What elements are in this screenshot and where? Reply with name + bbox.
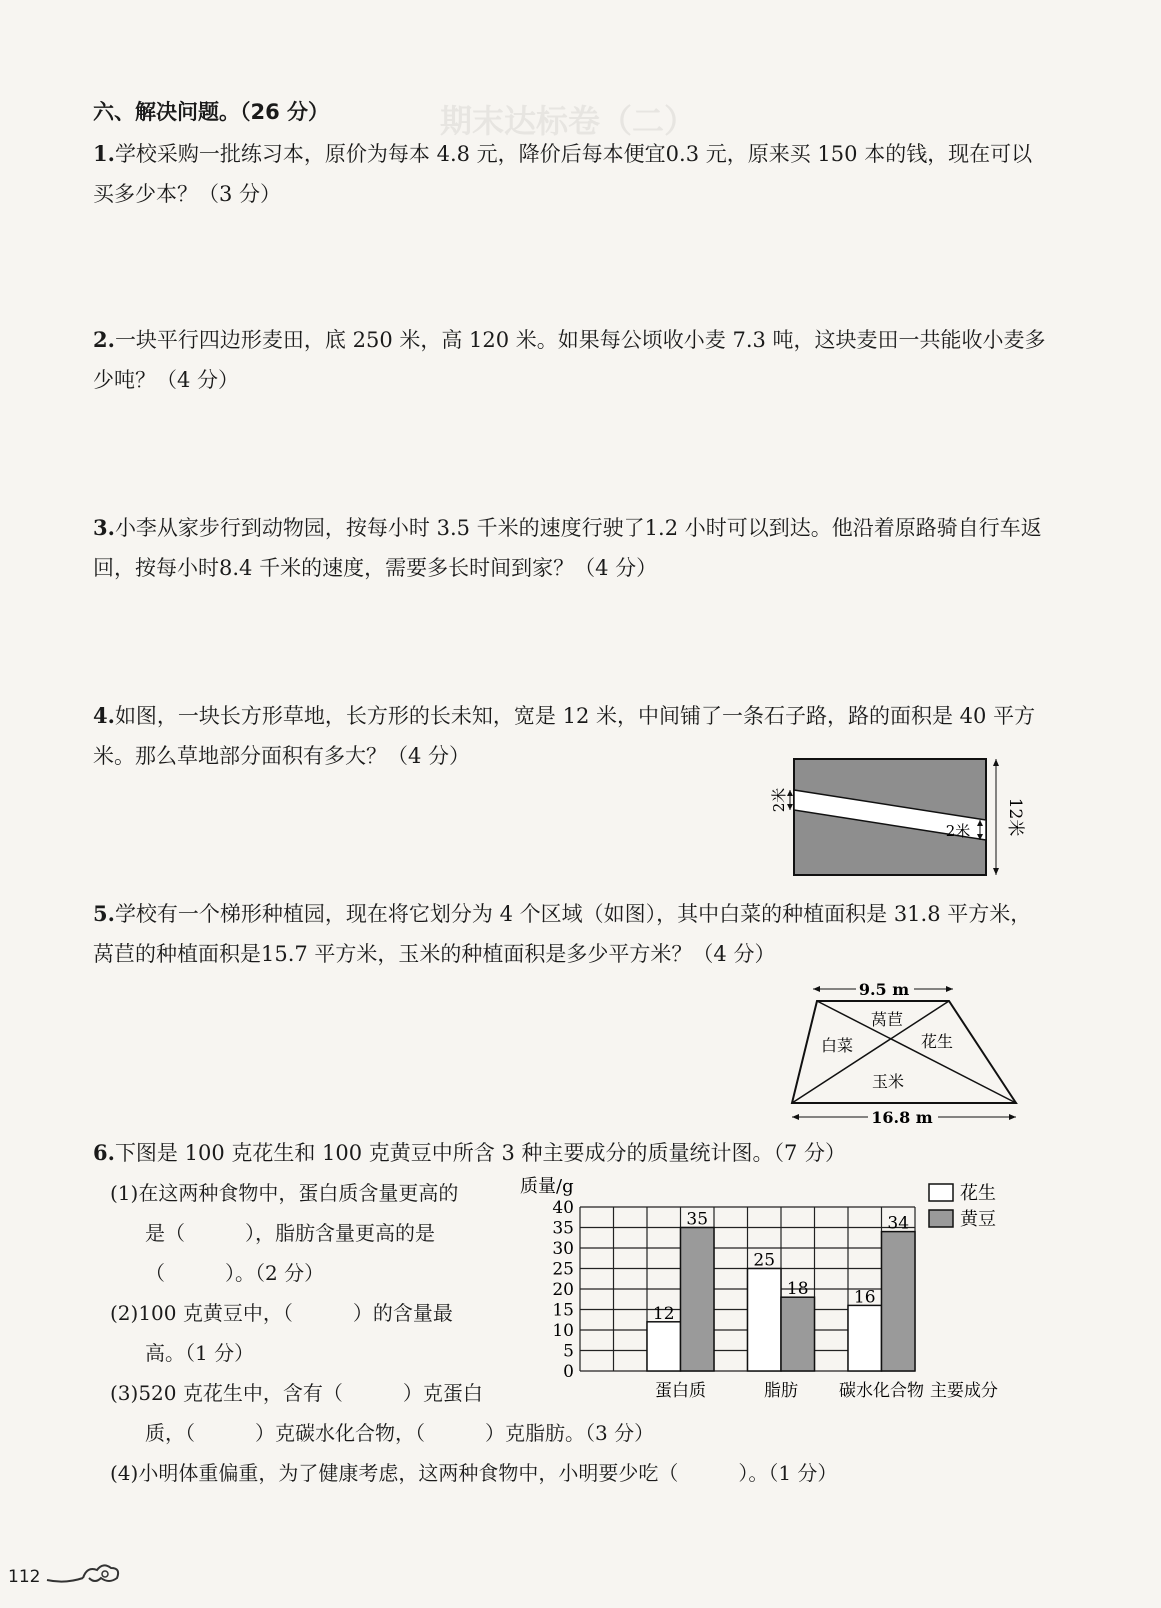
question-text: 小李从家步行到动物园，按每小时 3.5 千米的速度行驶了1.2 小时可以到达。他沿着原路骑自行车返回，按每小时8.4 千米的速度，需要多长时间到家？（4 分） [93, 516, 1042, 580]
bar-黄豆-脂肪 [781, 1297, 815, 1371]
y-tick-label: 0 [563, 1362, 574, 1382]
data-label: 35 [686, 1209, 709, 1230]
fig5-top-label: 9.5 m [858, 980, 910, 999]
question-number: 1. [93, 141, 115, 166]
question-3 [93, 508, 1048, 588]
data-label: 16 [853, 1287, 876, 1308]
chart-xlabel: 主要成分 [930, 1381, 998, 1401]
category-label: 蛋白质 [655, 1381, 706, 1401]
category-label: 脂肪 [764, 1381, 798, 1401]
q6-part2-line1: (2)100 克黄豆中，（ ）的含量最 [110, 1301, 453, 1325]
data-label: 18 [786, 1279, 809, 1300]
bar-花生-脂肪 [748, 1269, 782, 1372]
q6-part3-line1: (3)520 克花生中，含有（ ）克蛋白 [110, 1381, 483, 1405]
fig4-height-label: 12米 [1005, 797, 1025, 837]
legend-swatch [929, 1210, 953, 1227]
y-tick-label: 40 [552, 1198, 574, 1218]
figure-rectangle-path [770, 752, 1030, 884]
region-right: 花生 [920, 1032, 954, 1051]
category-label: 碳水化合物 [839, 1381, 924, 1401]
data-label: 34 [887, 1213, 910, 1234]
question-number: 6. [93, 1140, 115, 1165]
y-tick-label: 5 [563, 1341, 574, 1362]
y-tick-label: 10 [552, 1321, 574, 1341]
fig4-left-label: 2米 [770, 787, 788, 813]
y-tick-label: 15 [552, 1300, 574, 1321]
fig4-right-label: 2米 [945, 822, 971, 840]
y-tick-label: 35 [552, 1218, 574, 1239]
question-text: 下图是 100 克花生和 100 克黄豆中所含 3 种主要成分的质量统计图。（7 分） [114, 1141, 847, 1165]
q6-part4: (4)小明体重偏重，为了健康考虑，这两种食物中，小明要少吃（ ）。（1 分） [110, 1461, 838, 1485]
cloud-ornament-icon [45, 1558, 125, 1588]
legend-label: 黄豆 [960, 1209, 996, 1230]
question-number: 3. [93, 515, 115, 540]
y-tick-label: 20 [552, 1280, 574, 1300]
question-1 [93, 134, 1048, 214]
region-left: 白菜 [820, 1036, 854, 1055]
question-text: 学校有一个梯形种植园，现在将它划分为 4 个区域（如图），其中白菜的种植面积是 31.8 平方米，莴苣的种植面积是15.7 平方米，玉米的种植面积是多少平方米？（4 分） [93, 902, 1032, 966]
q6-part3-line2: 质，（ ）克碳水化合物，（ ）克脂肪。（3 分） [145, 1421, 655, 1445]
question-2 [93, 320, 1048, 400]
q6-part1-line1: (1)在这两种食物中，蛋白质含量更高的 [110, 1181, 459, 1205]
question-6 [93, 1133, 1048, 1173]
y-tick-label: 25 [552, 1259, 574, 1280]
ghost-title: 期末达标卷（二） [440, 102, 697, 140]
q6-part1-line3: （ ）。（2 分） [145, 1261, 325, 1285]
fig5-bottom-label: 16.8 m [871, 1108, 933, 1127]
data-label: 12 [652, 1303, 675, 1324]
figure-trapezoid-garden [780, 975, 1045, 1135]
bar-花生-碳水化合物 [848, 1305, 882, 1371]
section-title: 六、解决问题。（26 分） [93, 100, 330, 124]
chart-ylabel: 质量/g [520, 1176, 574, 1197]
region-bottom: 玉米 [871, 1072, 905, 1091]
bar-花生-蛋白质 [647, 1322, 681, 1371]
q6-part2-line2: 高。（1 分） [145, 1341, 255, 1365]
data-label: 25 [753, 1250, 776, 1271]
question-text: 学校采购一批练习本，原价为每本 4.8 元，降价后每本便宜0.3 元，原来买 150 本的钱，现在可以买多少本？（3 分） [93, 142, 1033, 206]
legend-label: 花生 [960, 1183, 996, 1204]
question-text: 一块平行四边形麦田，底 250 米，高 120 米。如果每公顷收小麦 7.3 吨，这块麦田一共能收小麦多少吨？（4 分） [93, 328, 1046, 392]
page-number: 112 [8, 1567, 41, 1587]
question-number: 2. [93, 327, 115, 352]
legend-swatch [929, 1184, 953, 1201]
y-tick-label: 30 [552, 1239, 574, 1259]
question-number: 5. [93, 901, 115, 926]
bar-黄豆-蛋白质 [681, 1228, 715, 1372]
region-top: 莴苣 [870, 1010, 904, 1029]
nutrition-bar-chart [520, 1170, 1040, 1410]
bar-黄豆-碳水化合物 [882, 1232, 916, 1371]
q6-part1-line2: 是（ ），脂肪含量更高的是 [145, 1221, 435, 1245]
question-5 [93, 894, 1048, 974]
question-number: 4. [93, 703, 115, 728]
question-text: 如图，一块长方形草地，长方形的长未知，宽是 12 米，中间铺了一条石子路，路的面积是 40 平方米。那么草地部分面积有多大？（4 分） [93, 704, 1036, 768]
